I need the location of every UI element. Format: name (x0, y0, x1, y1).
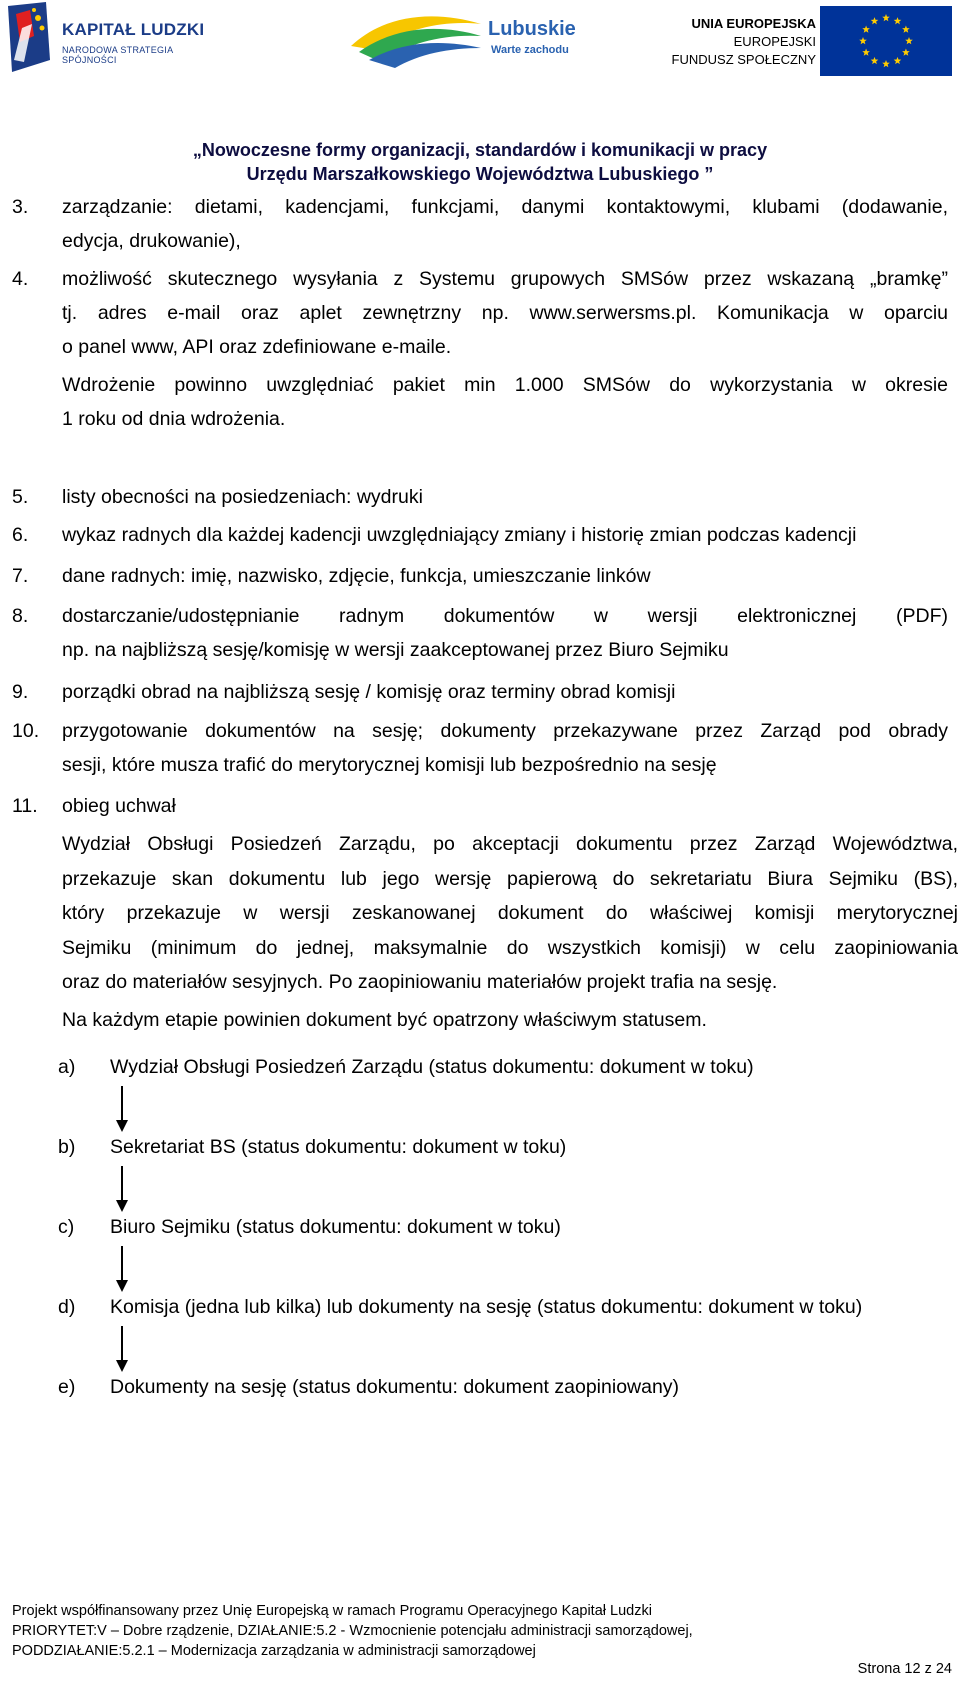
step-text: Wydział Obsługi Posiedzeń Zarządu (status dokumentu: dokument w toku) (110, 1056, 754, 1078)
item-text: tj. adres e-mail oraz aplet zewnętrzny np. www.serwersms.pl. Komunikacja w oparciu (62, 302, 948, 324)
paragraph-line: który przekazuje w wersji zeskanowanej dokument do właściwej komisji merytorycznej (62, 902, 958, 924)
item-number: 11. (12, 795, 38, 817)
down-arrow-icon (114, 1086, 130, 1132)
paragraph-line: przekazuje skan dokumentu lub jego wersję papierową do sekretariatu Biura Sejmiku (BS), (62, 867, 958, 890)
page-number: Strona 12 z 24 (857, 1661, 952, 1677)
step-letter: c) (58, 1216, 75, 1238)
kapital-ludzki-title: KAPITAŁ LUDZKI (62, 20, 205, 39)
workflow-paragraph (62, 827, 958, 1037)
item-text: edycja, drukowanie), (62, 230, 241, 252)
step-letter: a) (58, 1056, 76, 1078)
item-text: możliwość skutecznego wysyłania z Systemu grupowych SMSów przez wskazaną „bramkę” (62, 268, 948, 290)
down-arrow-icon (114, 1246, 130, 1292)
page-footer (12, 1601, 952, 1661)
footer-line-2: PRIORYTET:V – Dobre rządzenie, DZIAŁANIE:5.2 - Wzmocnienie potencjału administracji samorządowej, (12, 1623, 693, 1639)
footer-line-1: Projekt współfinansowany przez Unię Europejską w ramach Programu Operacyjnego Kapitał Ludzki (12, 1603, 652, 1619)
item-text: obieg uchwał (62, 795, 176, 817)
lubuskie-wave-icon (345, 6, 485, 70)
header-line-1: „Nowoczesne formy organizacji, standardów i komunikacji w pracy (192, 140, 768, 160)
item-text: porządki obrad na najbliższą sesję / komisję oraz terminy obrad komisji (62, 681, 676, 703)
item-text: 1 roku od dnia wdrożenia. (62, 408, 286, 430)
logo-bar (0, 0, 960, 80)
paragraph-line: oraz do materiałów sesyjnych. Po zaopiniowaniu materiałów projekt trafia na sesję. (62, 971, 778, 993)
eu-line-1: UNIA EUROPEJSKA (691, 16, 816, 31)
down-arrow-icon (114, 1166, 130, 1212)
item-text: wykaz radnych dla każdej kadencji uwzględniający zmiany i historię zmian podczas kadencji (62, 524, 857, 546)
step-letter: e) (58, 1376, 76, 1398)
paragraph-line: Wydział Obsługi Posiedzeń Zarządu, po akceptacji dokumentu przez Zarząd Województwa, (62, 833, 958, 855)
item-number: 9. (12, 681, 29, 703)
item-text: sesji, które musza trafić do merytorycznej komisji lub bezpośrednio na sesję (62, 754, 717, 776)
step-text: Biuro Sejmiku (status dokumentu: dokument w toku) (110, 1216, 561, 1238)
item-text: o panel www, API oraz zdefiniowane e-maile. (62, 336, 452, 358)
down-arrow-icon (114, 1326, 130, 1372)
item-text: np. na najbliższą sesję/komisję w wersji zaakceptowanej przez Biuro Sejmiku (62, 639, 729, 661)
item-number: 4. (12, 268, 29, 290)
kapital-ludzki-subtitle: NARODOWA STRATEGIA SPÓJNOŚCI (62, 45, 173, 65)
item-number: 5. (12, 486, 29, 508)
item-text: listy obecności na posiedzeniach: wydruki (62, 486, 423, 508)
item-text: Wdrożenie powinno uwzględniać pakiet min 1.000 SMSów do wykorzystania w okresie (62, 374, 948, 396)
step-text: Sekretariat BS (status dokumentu: dokument w toku) (110, 1136, 567, 1158)
item-text: dostarczanie/udostępnianie radnym dokumentów w wersji elektronicznej (PDF) (62, 605, 948, 627)
step-letter: d) (58, 1296, 76, 1318)
header-line-2: Urzędu Marszałkowskiego Województwa Lubuskiego ” (246, 164, 714, 184)
kapital-ludzki-logo (4, 2, 224, 76)
step-text: Komisja (jedna lub kilka) lub dokumenty na sesję (status dokumentu: dokument w toku) (110, 1296, 863, 1318)
item-text: przygotowanie dokumentów na sesję; dokumenty przekazywane przez Zarząd pod obrady (62, 720, 948, 742)
lubuskie-subtitle: Warte zachodu (491, 44, 569, 56)
step-letter: b) (58, 1136, 76, 1158)
eu-line-3: FUNDUSZ SPOŁECZNY (671, 52, 816, 67)
item-number: 7. (12, 565, 29, 587)
item-number: 10. (12, 720, 40, 742)
step-text: Dokumenty na sesję (status dokumentu: dokument zaopiniowany) (110, 1376, 680, 1398)
item-text: zarządzanie: dietami, kadencjami, funkcjami, danymi kontaktowymi, klubami (dodawanie, (62, 196, 948, 218)
item-text: dane radnych: imię, nazwisko, zdjęcie, funkcja, umieszczanie linków (62, 565, 651, 587)
kapital-ludzki-emblem-icon (4, 2, 54, 74)
footer-line-3: PODDZIAŁANIE:5.2.1 – Modernizacja zarządzania w administracji samorządowej (12, 1643, 536, 1659)
eu-flag-icon (820, 6, 952, 76)
status-note: Na każdym etapie powinien dokument być opatrzony właściwym statusem. (62, 1008, 707, 1031)
eu-line-2: EUROPEJSKI (733, 34, 816, 49)
item-number: 6. (12, 524, 29, 546)
lubuskie-logo (345, 6, 585, 72)
item-number: 3. (12, 196, 29, 218)
document-header (0, 138, 960, 186)
lubuskie-title: Lubuskie (488, 18, 576, 40)
eu-logo (671, 4, 956, 76)
item-number: 8. (12, 605, 29, 627)
paragraph-line: Sejmiku (minimum do jednej, maksymalnie do wszystkich komisji) w celu zaopiniowania (62, 936, 958, 959)
